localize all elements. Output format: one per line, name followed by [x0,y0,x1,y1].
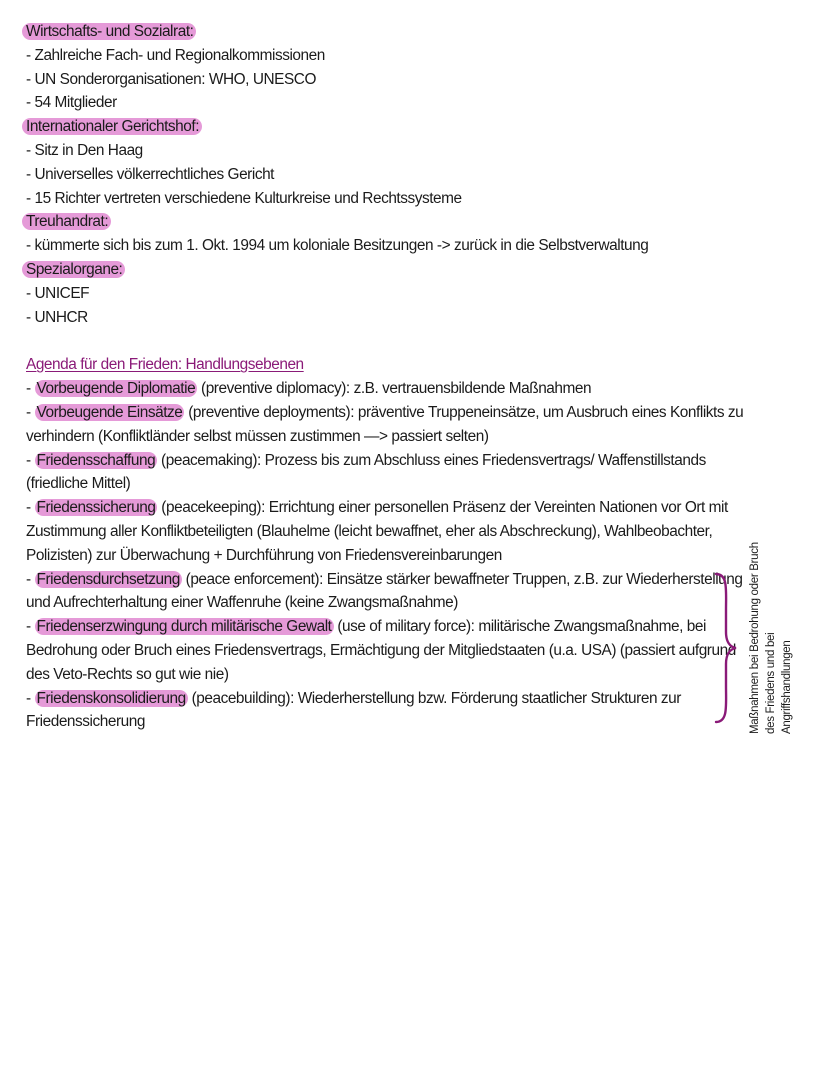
entry-continuation: Friedenssicherung [26,713,145,731]
section-heading [26,258,726,282]
entry-continuation: Polizisten) zur Überwachung + Durchführung von Friedensvereinbarungen [26,546,502,564]
list-item: - UNHCR [26,308,88,326]
agenda-title: Agenda für den Frieden: Handlungsebenen [26,356,304,374]
agenda-entry [26,615,726,639]
section-heading [26,115,726,139]
entry-dash: - [26,618,35,636]
entry-continuation: Zustimmung aller Konfliktbeteiligten (Blauhelme (leicht bewaffnet, eher als Abschreckung), Wahlbeobachter, [26,522,713,540]
entry-text: (peacebuilding): Wiederherstellung bzw. Förderung staatlicher Strukturen zur [187,689,681,707]
entry-continuation: Bedrohung oder Bruch eines Friedensvertrags, Ermächtigung der Mitgliedstaaten (u.a. USA) (passiert aufgrund [26,641,736,659]
entry-continuation: verhindern (Konfliktländer selbst müssen zustimmen —> passiert selten) [26,427,489,445]
entry-text: (use of military force): militärische Zwangsmaßnahme, bei [333,618,706,636]
entry-dash: - [26,570,35,588]
agenda-entry [26,568,743,592]
entry-text: (peace enforcement): Einsätze stärker bewaffneter Truppen, z.B. zur Wiederherstellung [181,570,743,588]
heading-highlight: Treuhandrat: [22,213,111,230]
list-item: - Universelles völkerrechtliches Gericht [26,165,274,183]
agenda-entry [26,377,726,401]
entry-dash: - [26,689,35,707]
entry-term: Friedenssicherung [36,499,156,517]
section-heading [26,20,726,44]
document-body [26,20,744,734]
entry-term: Friedenskonsolidierung [36,689,186,707]
entry-dash: - [26,451,35,469]
list-item: - 54 Mitglieder [26,94,117,112]
entry-dash: - [26,499,35,517]
agenda-entry [26,449,726,473]
list-item: - Zahlreiche Fach- und Regionalkommissionen [26,46,325,64]
curly-brace-icon [712,570,738,726]
list-item: - kümmerte sich bis zum 1. Okt. 1994 um koloniale Besitzungen -> zurück in die Selbstverwaltung [26,237,649,255]
entry-dash: - [26,380,35,398]
entry-term: Vorbeugende Diplomatie [36,380,196,398]
entry-continuation: (friedliche Mittel) [26,475,131,493]
entry-dash: - [26,403,35,421]
entry-text: (preventive diplomacy): z.B. vertrauensbildende Maßnahmen [197,380,592,398]
side-note-line: Angriffshandlungen [781,640,793,734]
entry-term: Friedensdurchsetzung [36,570,180,588]
side-note-line: des Friedens und bei [765,632,777,734]
entry-term: Friedensschaffung [36,451,156,469]
agenda-entry [26,687,726,711]
agenda-entry [26,401,744,425]
side-note-line: Maßnahmen bei Bedrohung oder Bruch [749,542,761,734]
entry-term: Friedenserzwingung durch militärische Gewalt [36,618,332,636]
heading-highlight: Wirtschafts- und Sozialrat: [22,23,196,40]
entry-continuation: des Veto-Rechts so gut wie nie) [26,665,229,683]
list-item: - Sitz in Den Haag [26,141,143,159]
entry-text: (peacemaking): Prozess bis zum Abschluss eines Friedensvertrags/ Waffenstillstands [157,451,706,469]
list-item: - 15 Richter vertreten verschiedene Kulturkreise und Rechtssysteme [26,189,462,207]
section-heading [26,210,726,234]
side-note [747,534,795,734]
list-item: - UNICEF [26,284,90,302]
entry-term: Vorbeugende Einsätze [36,403,183,421]
heading-highlight: Spezialorgane: [22,261,125,278]
heading-highlight: Internationaler Gerichtshof: [22,118,202,135]
list-item: - UN Sonderorganisationen: WHO, UNESCO [26,70,316,88]
entry-continuation: und Aufrechterhaltung einer Waffenruhe (keine Zwangsmaßnahme) [26,594,458,612]
entry-text: (peacekeeping): Errichtung einer personellen Präsenz der Vereinten Nationen vor Ort mit [157,499,728,517]
entry-text: (preventive deployments): präventive Truppeneinsätze, um Ausbruch eines Konflikts zu [184,403,744,421]
agenda-entry [26,496,726,520]
